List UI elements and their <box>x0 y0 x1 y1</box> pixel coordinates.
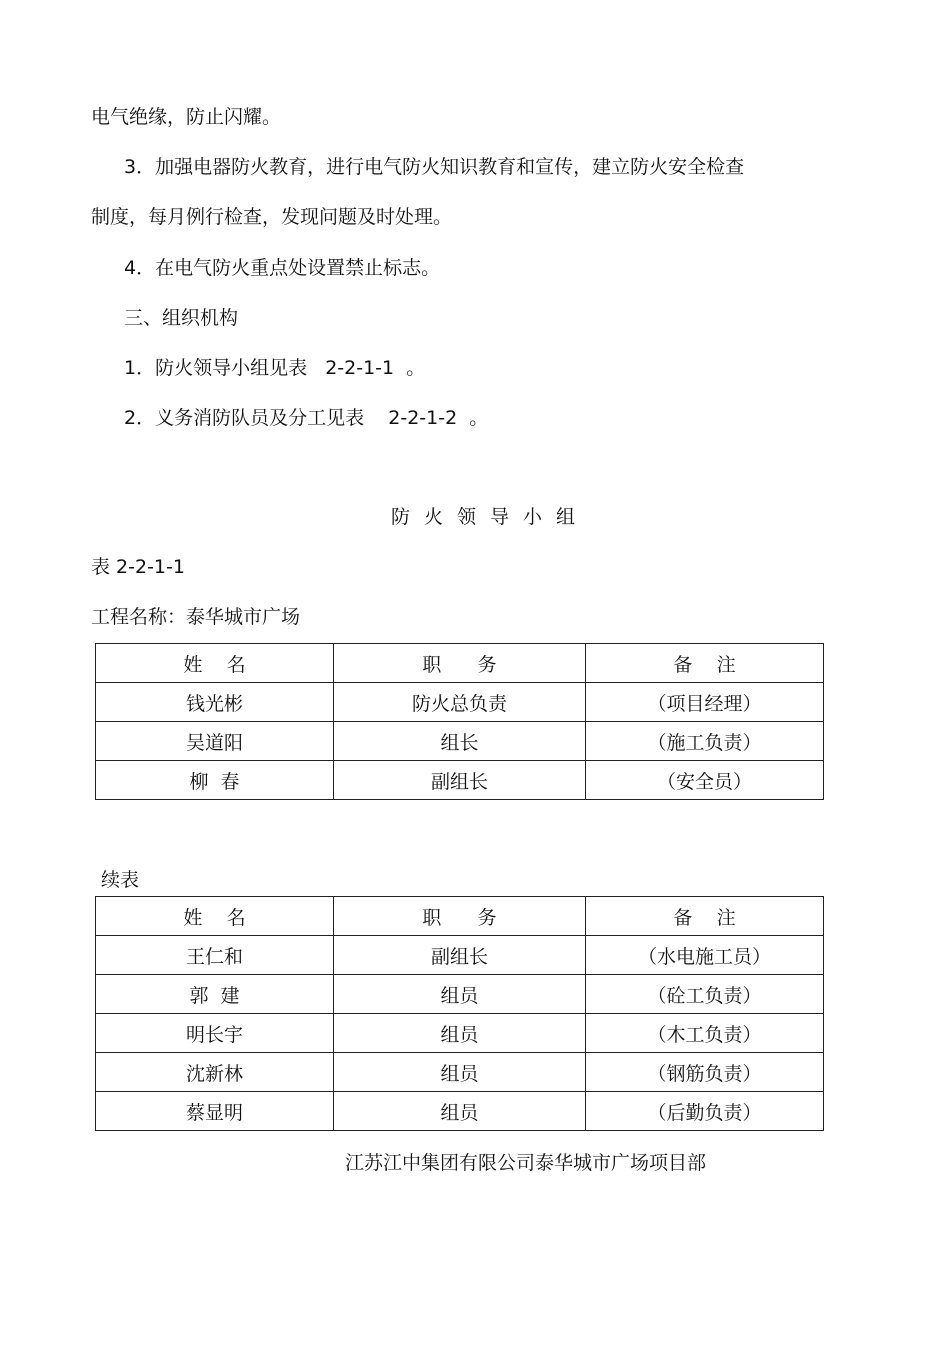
cell-remark: （施工负责） <box>586 722 824 761</box>
cell-duty: 副组长 <box>334 761 586 800</box>
table-row <box>96 722 824 761</box>
cell-name: 吴道阳 <box>96 722 334 761</box>
cell-duty: 组长 <box>334 722 586 761</box>
table-row <box>96 936 824 975</box>
table-row <box>96 1053 824 1092</box>
table-title: 防火领导小组 <box>390 506 589 528</box>
cell-duty: 组员 <box>334 1092 586 1131</box>
cell-duty: 副组长 <box>334 936 586 975</box>
table-row <box>96 1014 824 1053</box>
cell-duty: 防火总负责 <box>334 683 586 722</box>
paragraph-3: 制度，每月例行检查，发现问题及时处理。 <box>91 206 453 228</box>
paragraph-7: 2．义务消防队员及分工见表 2-2-1-2 。 <box>124 407 489 429</box>
cell-name: 王仁和 <box>96 936 334 975</box>
cell-remark: （水电施工员） <box>586 936 824 975</box>
paragraph-6: 1．防火领导小组见表 2-2-1-1 。 <box>124 357 426 379</box>
cell-name: 柳 春 <box>96 761 334 800</box>
company-footer: 江苏江中集团有限公司泰华城市广场项目部 <box>345 1152 707 1174</box>
cell-remark: （后勤负责） <box>586 1092 824 1131</box>
continuation-label: 续表 <box>101 869 140 891</box>
project-name: 工程名称：泰华城市广场 <box>91 606 301 628</box>
paragraph-4: 4．在电气防火重点处设置禁止标志。 <box>124 257 441 279</box>
cell-name: 蔡显明 <box>96 1092 334 1131</box>
cell-remark: （安全员） <box>586 761 824 800</box>
header-duty: 职 务 <box>334 897 586 936</box>
table-row <box>96 761 824 800</box>
cell-remark: （木工负责） <box>586 1014 824 1053</box>
cell-name: 明长宇 <box>96 1014 334 1053</box>
header-remark: 备 注 <box>586 644 824 683</box>
cell-remark: （钢筋负责） <box>586 1053 824 1092</box>
leadership-table <box>95 643 824 800</box>
header-duty: 职 务 <box>334 644 586 683</box>
paragraph-2: 3．加强电器防火教育，进行电气防火知识教育和宣传，建立防火安全检查 <box>124 156 745 178</box>
cell-name: 钱光彬 <box>96 683 334 722</box>
cell-name: 沈新林 <box>96 1053 334 1092</box>
table-number: 表 2-2-1-1 <box>91 556 185 578</box>
table-row <box>96 1092 824 1131</box>
table-header-row <box>96 897 824 936</box>
paragraph-1: 电气绝缘，防止闪耀。 <box>91 106 282 128</box>
table-row <box>96 683 824 722</box>
header-name: 姓 名 <box>96 644 334 683</box>
section-heading: 三、组织机构 <box>124 307 239 329</box>
header-name: 姓 名 <box>96 897 334 936</box>
cell-duty: 组员 <box>334 975 586 1014</box>
continuation-table <box>95 896 824 1131</box>
cell-remark: （砼工负责） <box>586 975 824 1014</box>
cell-duty: 组员 <box>334 1053 586 1092</box>
cell-remark: （项目经理） <box>586 683 824 722</box>
cell-name: 郭 建 <box>96 975 334 1014</box>
header-remark: 备 注 <box>586 897 824 936</box>
cell-duty: 组员 <box>334 1014 586 1053</box>
table-header-row <box>96 644 824 683</box>
table-row <box>96 975 824 1014</box>
